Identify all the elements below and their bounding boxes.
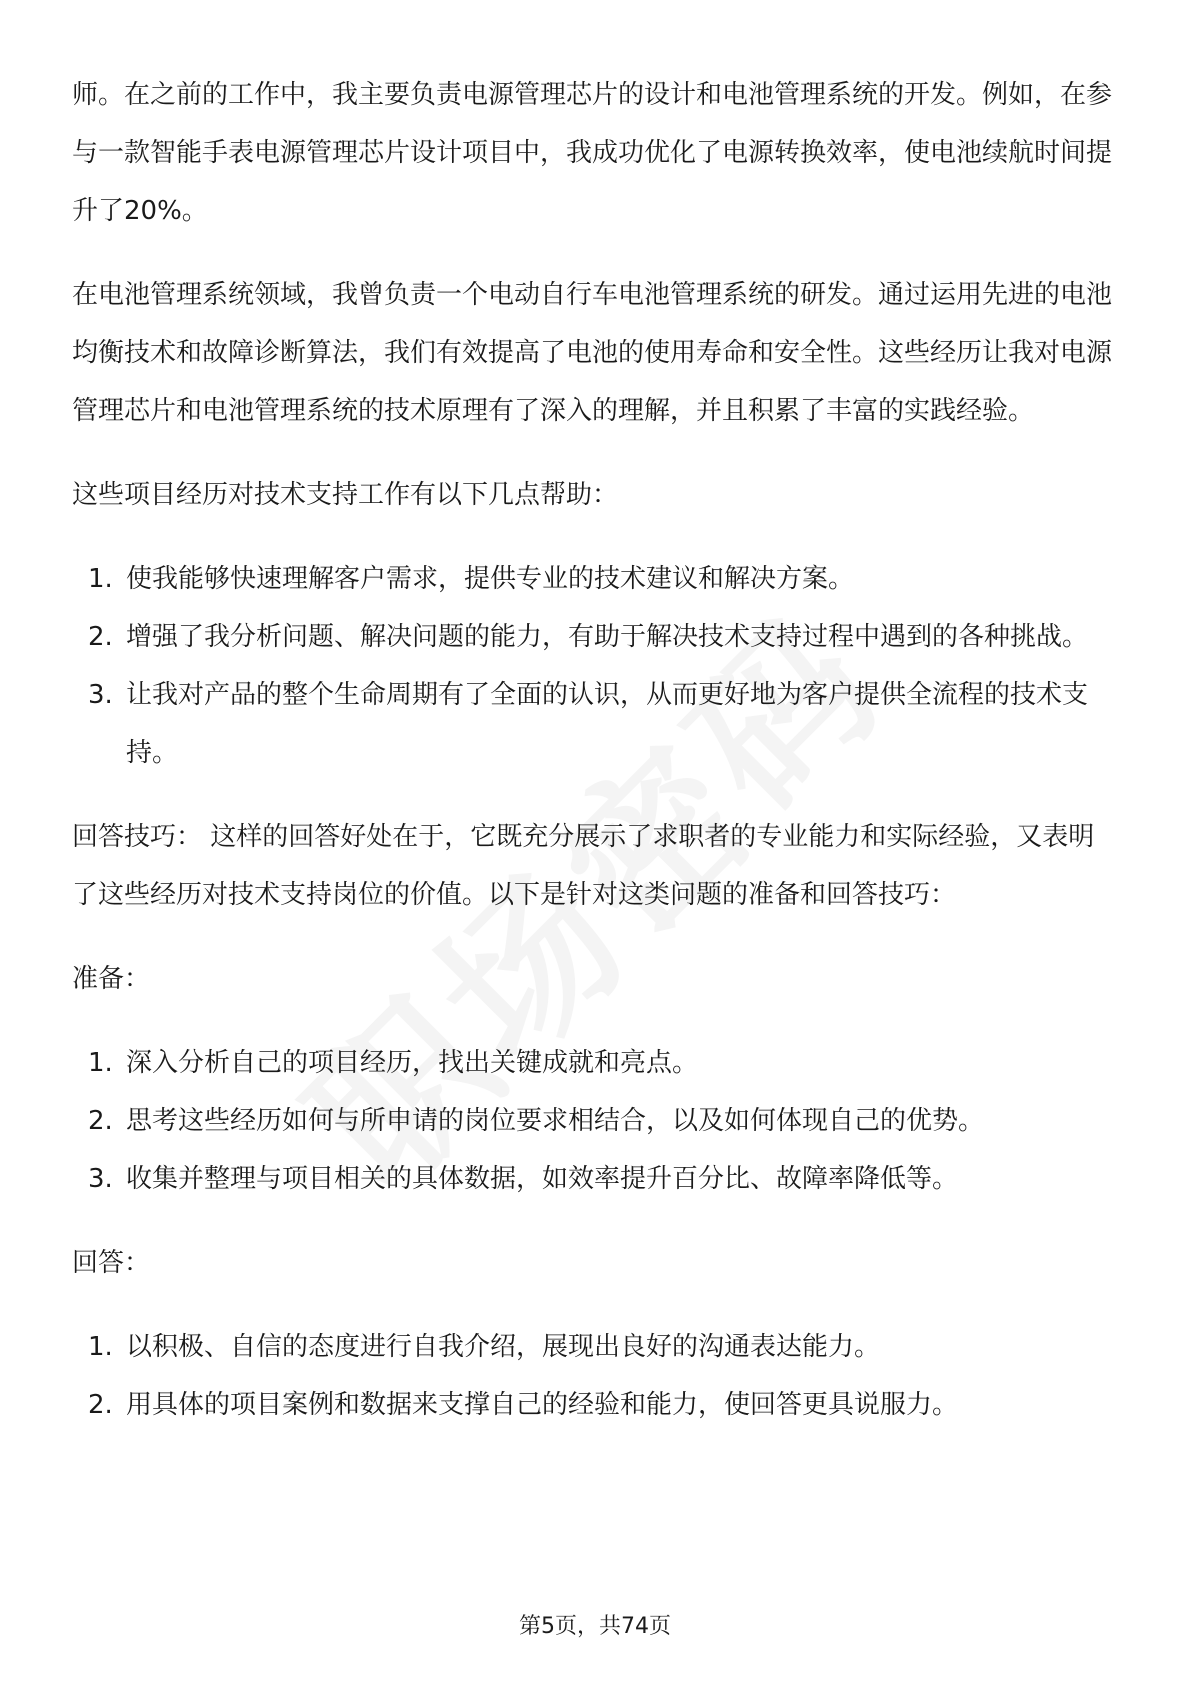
help-list [72, 550, 1118, 782]
document-body [72, 66, 1118, 1434]
list-item: 3. 收集并整理与项目相关的具体数据，如效率提升百分比、故障率降低等。 [88, 1164, 959, 1194]
paragraph-help-intro: 这些项目经历对技术支持工作有以下几点帮助： [72, 480, 619, 510]
heading-answer: 回答： [72, 1248, 151, 1278]
list-item: 3. 让我对产品的整个生命周期有了全面的认识，从而更好地为客户提供全流程的技术支持。 [88, 680, 1089, 768]
page-number: 第5页，共74页 [519, 1614, 671, 1639]
heading-prep: 准备： [72, 964, 151, 994]
paragraph-experience: 师。在之前的工作中，我主要负责电源管理芯片的设计和电池管理系统的开发。例如，在参与一款智能手表电源管理芯片设计项目中，我成功优化了电源转换效率，使电池续航时间提升了20%。 [72, 80, 1113, 226]
list-item: 2. 增强了我分析问题、解决问题的能力，有助于解决技术支持过程中遇到的各种挑战。 [88, 622, 1089, 652]
answer-list [72, 1318, 1118, 1434]
list-item: 2. 用具体的项目案例和数据来支撑自己的经验和能力，使回答更具说服力。 [88, 1390, 959, 1420]
list-item: 1. 以积极、自信的态度进行自我介绍，展现出良好的沟通表达能力。 [88, 1332, 881, 1362]
list-item: 1. 使我能够快速理解客户需求，提供专业的技术建议和解决方案。 [88, 564, 855, 594]
paragraph-bms: 在电池管理系统领域，我曾负责一个电动自行车电池管理系统的研发。通过运用先进的电池均衡技术和故障诊断算法，我们有效提高了电池的使用寿命和安全性。这些经历让我对电源管理芯片和电池管理系统的技术原理有了深入的理解，并且积累了丰富的实践经验。 [72, 280, 1113, 426]
paragraph-tips: 回答技巧： 这样的回答好处在于，它既充分展示了求职者的专业能力和实际经验，又表明了这些经历对技术支持岗位的价值。以下是针对这类问题的准备和回答技巧： [72, 822, 1095, 910]
list-item: 2. 思考这些经历如何与所申请的岗位要求相结合，以及如何体现自己的优势。 [88, 1106, 985, 1136]
prep-list [72, 1034, 1118, 1208]
list-item: 1. 深入分析自己的项目经历，找出关键成就和亮点。 [88, 1048, 699, 1078]
